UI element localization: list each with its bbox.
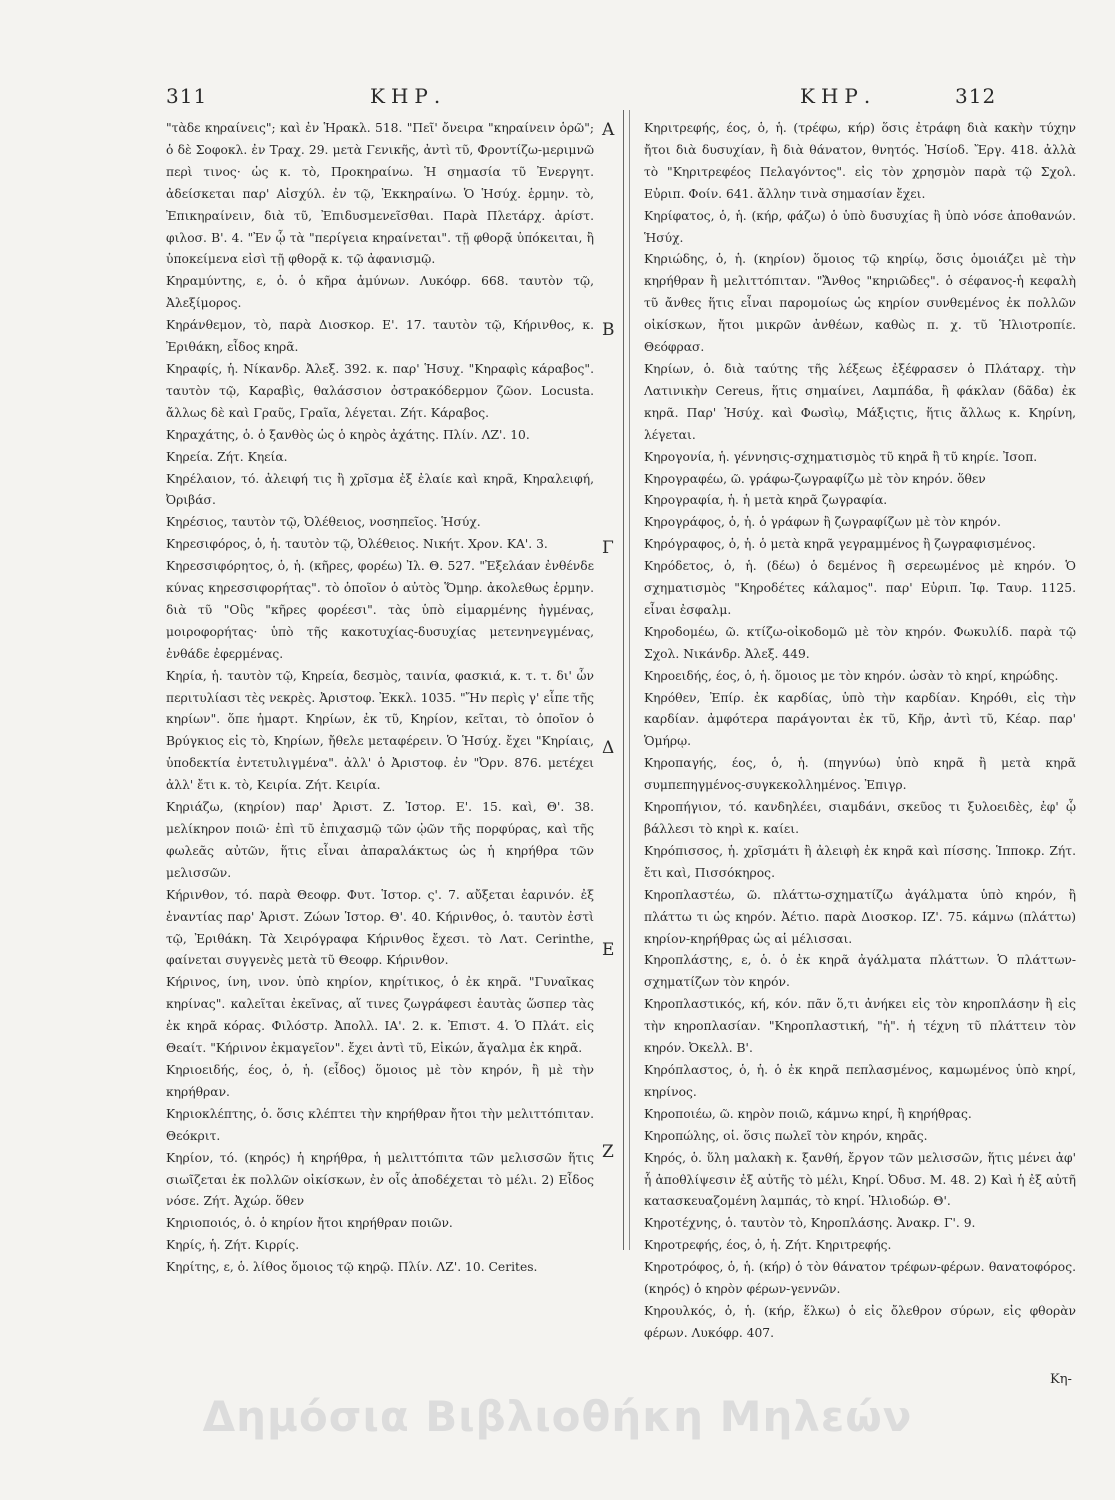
section-letter: Γ: [602, 538, 614, 558]
dictionary-entry: Κηροπλαστέω, ῶ. πλάττω-σχηματίζω ἀγάλματα ὑπὸ κηρόν, ἢ πλάττω τι ὡς κηρόν. Ἀέτιο. παρὰ Διοσκορ. ΙΖ'. 75. κάμνω (πλάττω) κηρίον-κηρήθρας ὡς αἱ μέλισσαι.: [644, 887, 1076, 946]
catchword: Κη-: [1050, 1372, 1072, 1387]
dictionary-entry: Κηροπλαστικός, κή, κόν. πᾶν ὅ,τι ἀνήκει εἰς τὸν κηροπλάσην ἢ εἰς τὴν κηροπλασίαν. "Κηροπλαστική, "ἡ". ἡ τέχνη τῦ πλάττειν τὸν κηρόν. Ὀκελλ. Β'.: [644, 997, 1076, 1056]
dictionary-entry: Κηροειδής, έος, ὁ, ἡ. ὅμοιος με τὸν κηρόν. ὡσὰν τὸ κηρί, κηρώδης.: [644, 668, 1059, 683]
dictionary-entry: Κηροτρεφής, έος, ὁ, ἡ. Ζήτ. Κηριτρεφής.: [644, 1238, 892, 1253]
dictionary-entry: Κηροπλάστης, ε, ὁ. ὁ ἐκ κηρᾶ ἀγάλματα πλάττων. Ὁ πλάττων-σχηματίζων τὸν κηρόν.: [644, 953, 1076, 990]
dictionary-entry: Κηρός, ὁ. ὕλη μαλακὴ κ. ξανθή, ἔργον τῶν μελισσῶν, ἥτις μένει ἀφ' ἧ ἀποθλίψεσιν ἐξ αὐτῆς τὸ μέλι, Κηρί. Ὀδυσ. Μ. 48. 2) Καὶ ἡ ἐξ αὐτῆ κατασκευαζομένη λαμπάς, τὸ κηρί. Ἡλιοδώρ. Θ'.: [644, 1150, 1076, 1209]
dictionary-entry: Κηρίφατος, ὁ, ἡ. (κήρ, φάζω) ὁ ὑπὸ δυσυχίας ἢ ὑπὸ νόσε ἀποθανών. Ἡσύχ.: [644, 208, 1076, 245]
dictionary-entry: Κήρινος, ίνη, ινον. ὑπὸ κηρίον, κηρίτικος, ὁ ἐκ κηρᾶ. "Γυναῖκας κηρίνας". καλεῖται ἐκεῖνας, αἵ τινες ζωγράφεσι ἑαυτὰς ὥσπερ τὰς ἐκ κηρᾶ κόρας. Φιλόστρ. Ἀπολλ. ΙΑ'. 2. κ. Ἐπιστ. 4. Ὁ Πλάτ. εἰς Θεαίτ. "Κήρινον ἐκμαγεῖον". ἔχει ἀντὶ τῦ, Εἰκών, ἄγαλμα ἐκ κηρᾶ.: [166, 975, 594, 1056]
dictionary-entry: Κηρόπισσος, ἡ. χρῖσμάτι ἢ ἀλειφὴ ἐκ κηρᾶ καὶ πίσσης. Ἱπποκρ. Ζήτ. ἔτι καὶ, Πισσόκηρος.: [644, 843, 1076, 880]
dictionary-entry: Κηρέσιος, ταυτὸν τῷ, Ὀλέθειος, νοσηπεῖος. Ἡσύχ.: [166, 515, 481, 530]
dictionary-entry: Κηριοποιός, ὁ. ὁ κηρίον ἤτοι κηρήθραν ποιῶν.: [166, 1216, 453, 1231]
left-page-number: 311: [166, 84, 208, 108]
dictionary-entry: Κηροποιέω, ῶ. κηρὸν ποιῶ, κάμνω κηρί, ἢ κηρήθρας.: [644, 1106, 972, 1121]
dictionary-entry: Κηρόθεν, Ἐπίρ. ἐκ καρδίας, ὑπὸ τὴν καρδίαν. Κηρόθι, εἰς τὴν καρδίαν. ἀμφότερα παράγονται ἐκ τῦ, Κῆρ, ἀντὶ τῦ, Κέαρ. παρ' Ὁμήρῳ.: [644, 690, 1076, 749]
section-letter: Δ: [602, 738, 615, 758]
dictionary-entry: Κηροπαγής, έος, ὁ, ἡ. (πηγνύω) ὑπὸ κηρᾶ ἢ μετὰ κηρᾶ συμπεπηγμένος-συγκεκολλημένος. Ἐπιγρ.: [644, 756, 1076, 793]
left-running-head: ΚΗΡ.: [370, 84, 447, 108]
dictionary-entry: Κηρίον, τό. (κηρός) ἡ κηρήθρα, ἡ μελιττόπιτα τῶν μελισσῶν ἥτις σιωῖζεται ἐκ πολλῶν οἰκίσκων, ἐν οἷς ἀποδέχεται τὸ μέλι. 2) Εἶδος νόσε. Ζήτ. Ἀχώρ. ὅθεν: [166, 1150, 594, 1209]
library-watermark: Δημόσια Βιβλιοθήκη Μηλεών: [202, 1392, 913, 1441]
dictionary-entry: Κηραφίς, ἡ. Νίκανδρ. Ἀλεξ. 392. κ. παρ' Ἡσυχ. "Κηραφὶς κάραβος". ταυτὸν τῷ, Καραβὶς, θαλάσσιον ὀστρακόδερμον ζῶον. Locusta. ἄλλως δὲ καὶ Γραῦς, Γραῖα, λέγεται. Ζήτ. Κάραβος.: [166, 361, 594, 420]
dictionary-entry: Κηροπήγιον, τό. κανδηλέει, σιαμδάνι, σκεῦος τι ξυλοειδὲς, ἐφ' ᾧ βάλλεσι τὸ κηρὶ κ. καίει.: [644, 800, 1076, 836]
section-letter: Α: [602, 120, 615, 140]
dictionary-entry: Κηρόπλαστος, ὁ, ἡ. ὁ ἐκ κηρᾶ πεπλασμένος, καμωμένος ὑπὸ κηρί, κηρίνος.: [644, 1062, 1076, 1099]
dictionary-entry: Κηραχάτης, ὁ. ὁ ξανθὸς ὡς ὁ κηρὸς ἀχάτης. Πλίν. ΛΖ'. 10.: [166, 427, 530, 442]
dictionary-entry: Κηροτρόφος, ὁ, ἡ. (κήρ) ὁ τὸν θάνατον τρέφων-φέρων. θανατοφόρος. (κηρός) ὁ κηρὸν φέρων-γεννῶν.: [644, 1260, 1076, 1297]
dictionary-entry: Κηραμύντης, ε, ὁ. ὁ κῆρα ἀμύνων. Λυκόφρ. 668. ταυτὸν τῷ, Ἀλεξίμορος.: [166, 274, 594, 311]
dictionary-entry: Κηριάζω, (κηρίον) παρ' Ἀριστ. Ζ. Ἱστορ. Ε'. 15. καὶ, Θ'. 38. μελίκηρον ποιῶ· ἐπὶ τῦ ἐπιχασμῷ τῶν ᾠῶν τῆς πορφύρας, καὶ τῆς φωλεᾶς αὐτῶν, ἥτις εἶναι ἀπαραλάκτως ὡς ἡ κηρήθρα τῶν μελισσῶν.: [166, 800, 594, 880]
dictionary-entry: Κηρογραφία, ἡ. ἡ μετὰ κηρᾶ ζωγραφία.: [644, 493, 888, 508]
dictionary-entry: Κηρογραφέω, ῶ. γράφω-ζωγραφίζω μὲ τὸν κηρόν. ὅθεν: [644, 471, 986, 486]
column-divider-inner: [629, 110, 630, 1250]
dictionary-entry: "τὰδε κηραίνεις"; καὶ ἐν Ἡρακλ. 518. "Πεῖ' ὄνειρα "κηραίνειν ὁρῶ"; ὁ δὲ Σοφοκλ. ἐν Τραχ. 29. μετὰ Γενικῆς, ἀντὶ τῦ, Φροντίζω-μεριμνῶ περὶ τινος· ὡς κ. τὸ, Προκηραίνω. Ἡ σημασία τῦ Ἐνεργητ. ἀδείσκεται παρ' Αἰσχύλ. ἐν τῷ, Ἐκκηραίνω. Ὁ Ἡσύχ. ἑρμην. τὸ, Ἐπικηραίνειν, διὰ τῦ, Ἐπιδυσμενεῖσθαι. Παρὰ Πλετάρχ. ἀρίστ. φιλοσ. Β'. 4. "Ἐν ᾧ τὰ "περίγεια κηραίνεται". τῇ φθορᾷ ὑπόκειται, ἢ ὑποκείμενα εἰσὶ τῇ φθορᾷ κ. τῷ ἀφανισμῷ.: [166, 121, 594, 267]
section-letter: Ζ: [602, 1142, 614, 1162]
left-column: [166, 118, 594, 1279]
dictionary-entry: Κηρία, ἡ. ταυτὸν τῷ, Κηρεία, δεσμὸς, ταινία, φασκιά, κ. τ. τ. δι' ὧν περιτυλίασι τὲς νεκρὲς. Ἀριστοφ. Ἐκκλ. 1035. "Ἤν περὶς γ' εἶπε τῆς κηρίων". ὅπε ἡμαρτ. Κηρίων, ἐκ τῦ, Κηρίον, κεῖται, τὸ ὁποῖον ὁ Βρύγκιος εἰς τὸ, Κηρίων, ἤθελε μεταφέρειν. Ὁ Ἡσύχ. ἔχει "Κηρίαις, ὑποδεκτία ἐντετυλιγμένα". ἀλλ' ὁ Ἀριστοφ. ἐν "Ὀρν. 876. μετέχει ἀλλ' ἔτι κ. τὸ, Κειρία. Ζήτ. Κειρία.: [166, 668, 594, 793]
dictionary-entry: Κηρεσιφόρος, ὁ, ἡ. ταυτὸν τῷ, Ὀλέθειος. Νικήτ. Χρον. ΚΑ'. 3.: [166, 537, 548, 552]
dictionary-entry: Κηροτέχνης, ὁ. ταυτὸν τὸ, Κηροπλάσης. Ἀνακρ. Γ'. 9.: [644, 1216, 976, 1231]
dictionary-entry: Κηρογονία, ἡ. γέννησις-σχηματισμὸς τῦ κηρᾶ ἢ τῦ κηρίε. Ἰσοπ.: [644, 449, 1038, 464]
dictionary-entry: Κηρόδετος, ὁ, ἡ. (δέω) ὁ δεμένος ἢ σερεωμένος μὲ κηρόν. Ὁ σχηματισμὸς "Κηροδέτες κάλαμος". παρ' Εὐριπ. Ἰφ. Ταυρ. 1125. εἶναι ἐσφαλμ.: [644, 559, 1076, 617]
dictionary-entry: Κηρίτης, ε, ὁ. λίθος ὅμοιος τῷ κηρῷ. Πλίν. ΛΖ'. 10. Cerites.: [166, 1260, 538, 1275]
right-running-head: ΚΗΡ.: [800, 84, 877, 108]
dictionary-entry: Κηρουλκός, ὁ, ἡ. (κήρ, ἕλκω) ὁ εἰς ὄλεθρον σύρων, εἰς φθορὰν φέρων. Λυκόφρ. 407.: [644, 1303, 1076, 1340]
dictionary-entry: Κηρογράφος, ὁ, ἡ. ὁ γράφων ἢ ζωγραφίζων μὲ τὸν κηρόν.: [644, 515, 1001, 530]
dictionary-entry: Κηριώδης, ὁ, ἡ. (κηρίον) ὅμοιος τῷ κηρίῳ, ὅσις ὁμοιάζει μὲ τὴν κηρήθραν ἢ μελιττόπιταν. "Ἄνθος "κηριῶδες". ὁ σέφανος-ἡ κεφαλὴ τῦ ἄνθες ἥτις εἶναι παρομοίως ὡς κηρίον συνθεμένος ἐκ πολλῶν οἰκίσκων, ἤτοι μικρῶν ἀνθέων, καθὼς π. χ. τῦ Ἡλιοτροπίε. Θεόφρασ.: [644, 252, 1076, 355]
section-letter: Β: [602, 320, 615, 340]
section-letter: Ε: [602, 940, 615, 960]
dictionary-entry: Κηρίων, ὁ. διὰ ταύτης τῆς λέξεως ἐξέφρασεν ὁ Πλάταρχ. τὴν Λατινικὴν Cereus, ἥτις σημαίνει, Λαμπάδα, ἢ φάκλαν (δᾶδα) ἐκ κηρᾶ. Παρ' Ἡσύχ. καὶ Φωσὶῳ, Μάξιςτις, ἥτις ἄλλως κ. Κηρίνη, λέγεται.: [644, 361, 1076, 442]
dictionary-entry: Κηριτρεφής, έος, ὁ, ἡ. (τρέφω, κήρ) ὅσις ἐτράφη διὰ κακὴν τύχην ἤτοι διὰ δυσυχίαν, ἢ διὰ θάνατον, θνητός. Ἡσίοδ. Ἔργ. 418. ἀλλὰ τὸ "Κηριτρεφέος Πελαγόντος". εἰς τὸν χρησμὸν παρὰ τῷ Σχολ. Εὐριπ. Φοίν. 641. ἄλλην τινὰ σημασίαν ἔχει.: [644, 121, 1076, 201]
dictionary-entry: Κηρέλαιον, τό. ἀλειφή τις ἢ χρῖσμα ἐξ ἐλαίε καὶ κηρᾶ, Κηραλειφή, Ὀριβάσ.: [166, 471, 594, 508]
dictionary-entry: Κηριοκλέπτης, ὁ. ὅσις κλέπτει τὴν κηρήθραν ἤτοι τὴν μελιττόπιταν. Θεόκριτ.: [166, 1106, 594, 1143]
right-column: [644, 118, 1076, 1345]
dictionary-entry: Κηροδομέω, ῶ. κτίζω-οἰκοδομῶ μὲ τὸν κηρόν. Φωκυλίδ. παρὰ τῷ Σχολ. Νικάνδρ. Ἀλεξ. 449.: [644, 624, 1076, 661]
column-divider: [623, 110, 624, 1250]
right-page-number: 312: [955, 84, 997, 108]
dictionary-entry: Κηροπώλης, οἱ. ὅσις πωλεῖ τὸν κηρόν, κηρᾶς.: [644, 1128, 928, 1143]
dictionary-entry: Κηρεία. Ζήτ. Κηεία.: [166, 449, 288, 464]
dictionary-entry: Κηρεσσιφόρητος, ὁ, ἡ. (κῆρες, φορέω) Ἰλ. Θ. 527. "Ἐξελάαν ἐνθένδε κύνας κηρεσσιφορήτας". τὸ ὁποῖον ὁ αὐτὸς Ὅμηρ. ἀκολεθως ἑρμην. διὰ τῦ "Οὓς "κῆρες φορέεσι". τὰς ὑπὸ εἱμαρμένης ἠγμένας, μοιροφορήτας· ὑπὸ τῆς κακοτυχίας-δυσυχίας μετενηνεγμένας, ἐνθάδε ἐφερμένας.: [166, 559, 594, 661]
dictionary-entry: Κηριοειδής, έος, ὁ, ἡ. (εἶδος) ὅμοιος μὲ τὸν κηρόν, ἢ μὲ τὴν κηρήθραν.: [166, 1062, 594, 1099]
dictionary-entry: Κηράνθεμον, τὸ, παρὰ Διοσκορ. Ε'. 17. ταυτὸν τῷ, Κήρινθος, κ. Ἐριθάκη, εἶδος κηρᾶ.: [166, 318, 594, 355]
dictionary-entry: Κήρινθον, τό. παρὰ Θεοφρ. Φυτ. Ἱστορ. ς'. 7. αὔξεται ἐαρινόν. ἐξ ἐναντίας παρ' Ἀριστ. Ζώων Ἱστορ. Θ'. 40. Κήρινθος, ὁ. ταυτὸν ἐστὶ τῷ, Ἐριθάκη. Τὰ Χειρόγραφα Κήρινθος ἔχεσι. τὸ Λατ. Cerinthe, φαίνεται συγγενὲς μετὰ τῦ Θεοφρ. Κήρινθον.: [166, 887, 594, 968]
dictionary-entry: Κηρόγραφος, ὁ, ἡ. ὁ μετὰ κηρᾶ γεγραμμένος ἢ ζωγραφισμένος.: [644, 537, 1036, 552]
dictionary-entry: Κηρίς, ἡ. Ζήτ. Κιρρίς.: [166, 1238, 300, 1253]
